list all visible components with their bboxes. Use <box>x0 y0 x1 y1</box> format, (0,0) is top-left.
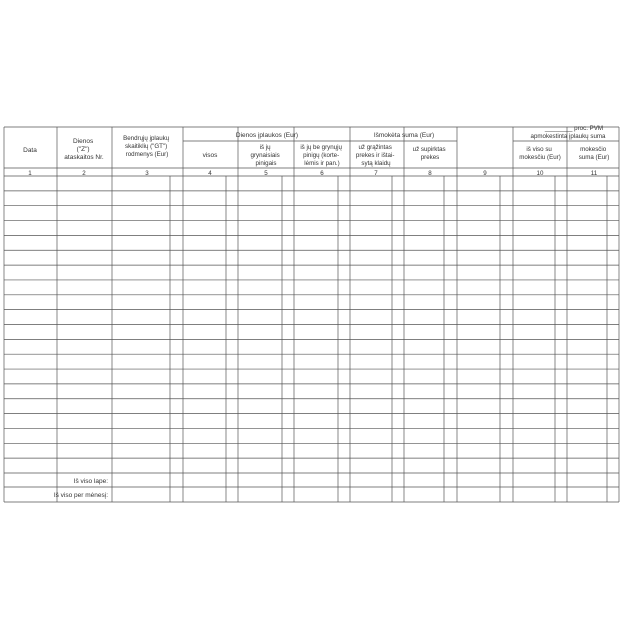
column-number: 7 <box>374 170 378 177</box>
column-number: 10 <box>536 170 544 177</box>
header-grynaisiais: iš jų grynaisiais pinigais <box>250 144 280 167</box>
header-dienos-iplaukos: Dienos įplaukos (Eur) <box>235 132 299 139</box>
form-grid-lines <box>4 127 619 502</box>
column-number: 4 <box>208 170 212 177</box>
header-pvm-apmokestinta: apmokestinta įplaukų suma <box>530 133 606 140</box>
column-number: 2 <box>82 170 86 177</box>
header-pvm-proc: ________ proc. PVM <box>544 125 604 132</box>
header-dienos-z: Dienos ("Z") ataskaitos Nr. <box>64 138 104 161</box>
column-number: 1 <box>28 170 32 177</box>
footer-page-total: Iš viso lape: <box>73 478 108 485</box>
header-visos: visos <box>202 152 218 159</box>
column-number: 5 <box>264 170 268 177</box>
header-grazintas-prekes: už grąžintas prekes ir ištai- sytą klaidų <box>355 144 395 167</box>
header-supirktas-prekes: už supirktas prekes <box>412 146 446 161</box>
column-number: 3 <box>145 170 149 177</box>
header-be-grynuju: iš jų be grynųjų pinigų (korte- lėmis ir pan.) <box>300 144 342 167</box>
column-number: 8 <box>428 170 432 177</box>
header-bendruju-iplauku: Bendrųjų įplaukų skaitiklių ("GT") rodmenys (Eur) <box>123 135 170 158</box>
footer-month-total: Iš viso per mėnesį: <box>53 492 108 499</box>
header-ismoketa-suma: Išmokėta suma (Eur) <box>373 132 435 139</box>
column-number: 9 <box>483 170 487 177</box>
header-is-viso-su-mokesciu: iš viso su mokesčiu (Eur) <box>519 146 561 161</box>
column-number: 6 <box>320 170 324 177</box>
header-data: Data <box>23 147 37 154</box>
column-number: 11 <box>590 170 598 177</box>
header-mokescio-suma: mokesčio suma (Eur) <box>578 146 610 161</box>
